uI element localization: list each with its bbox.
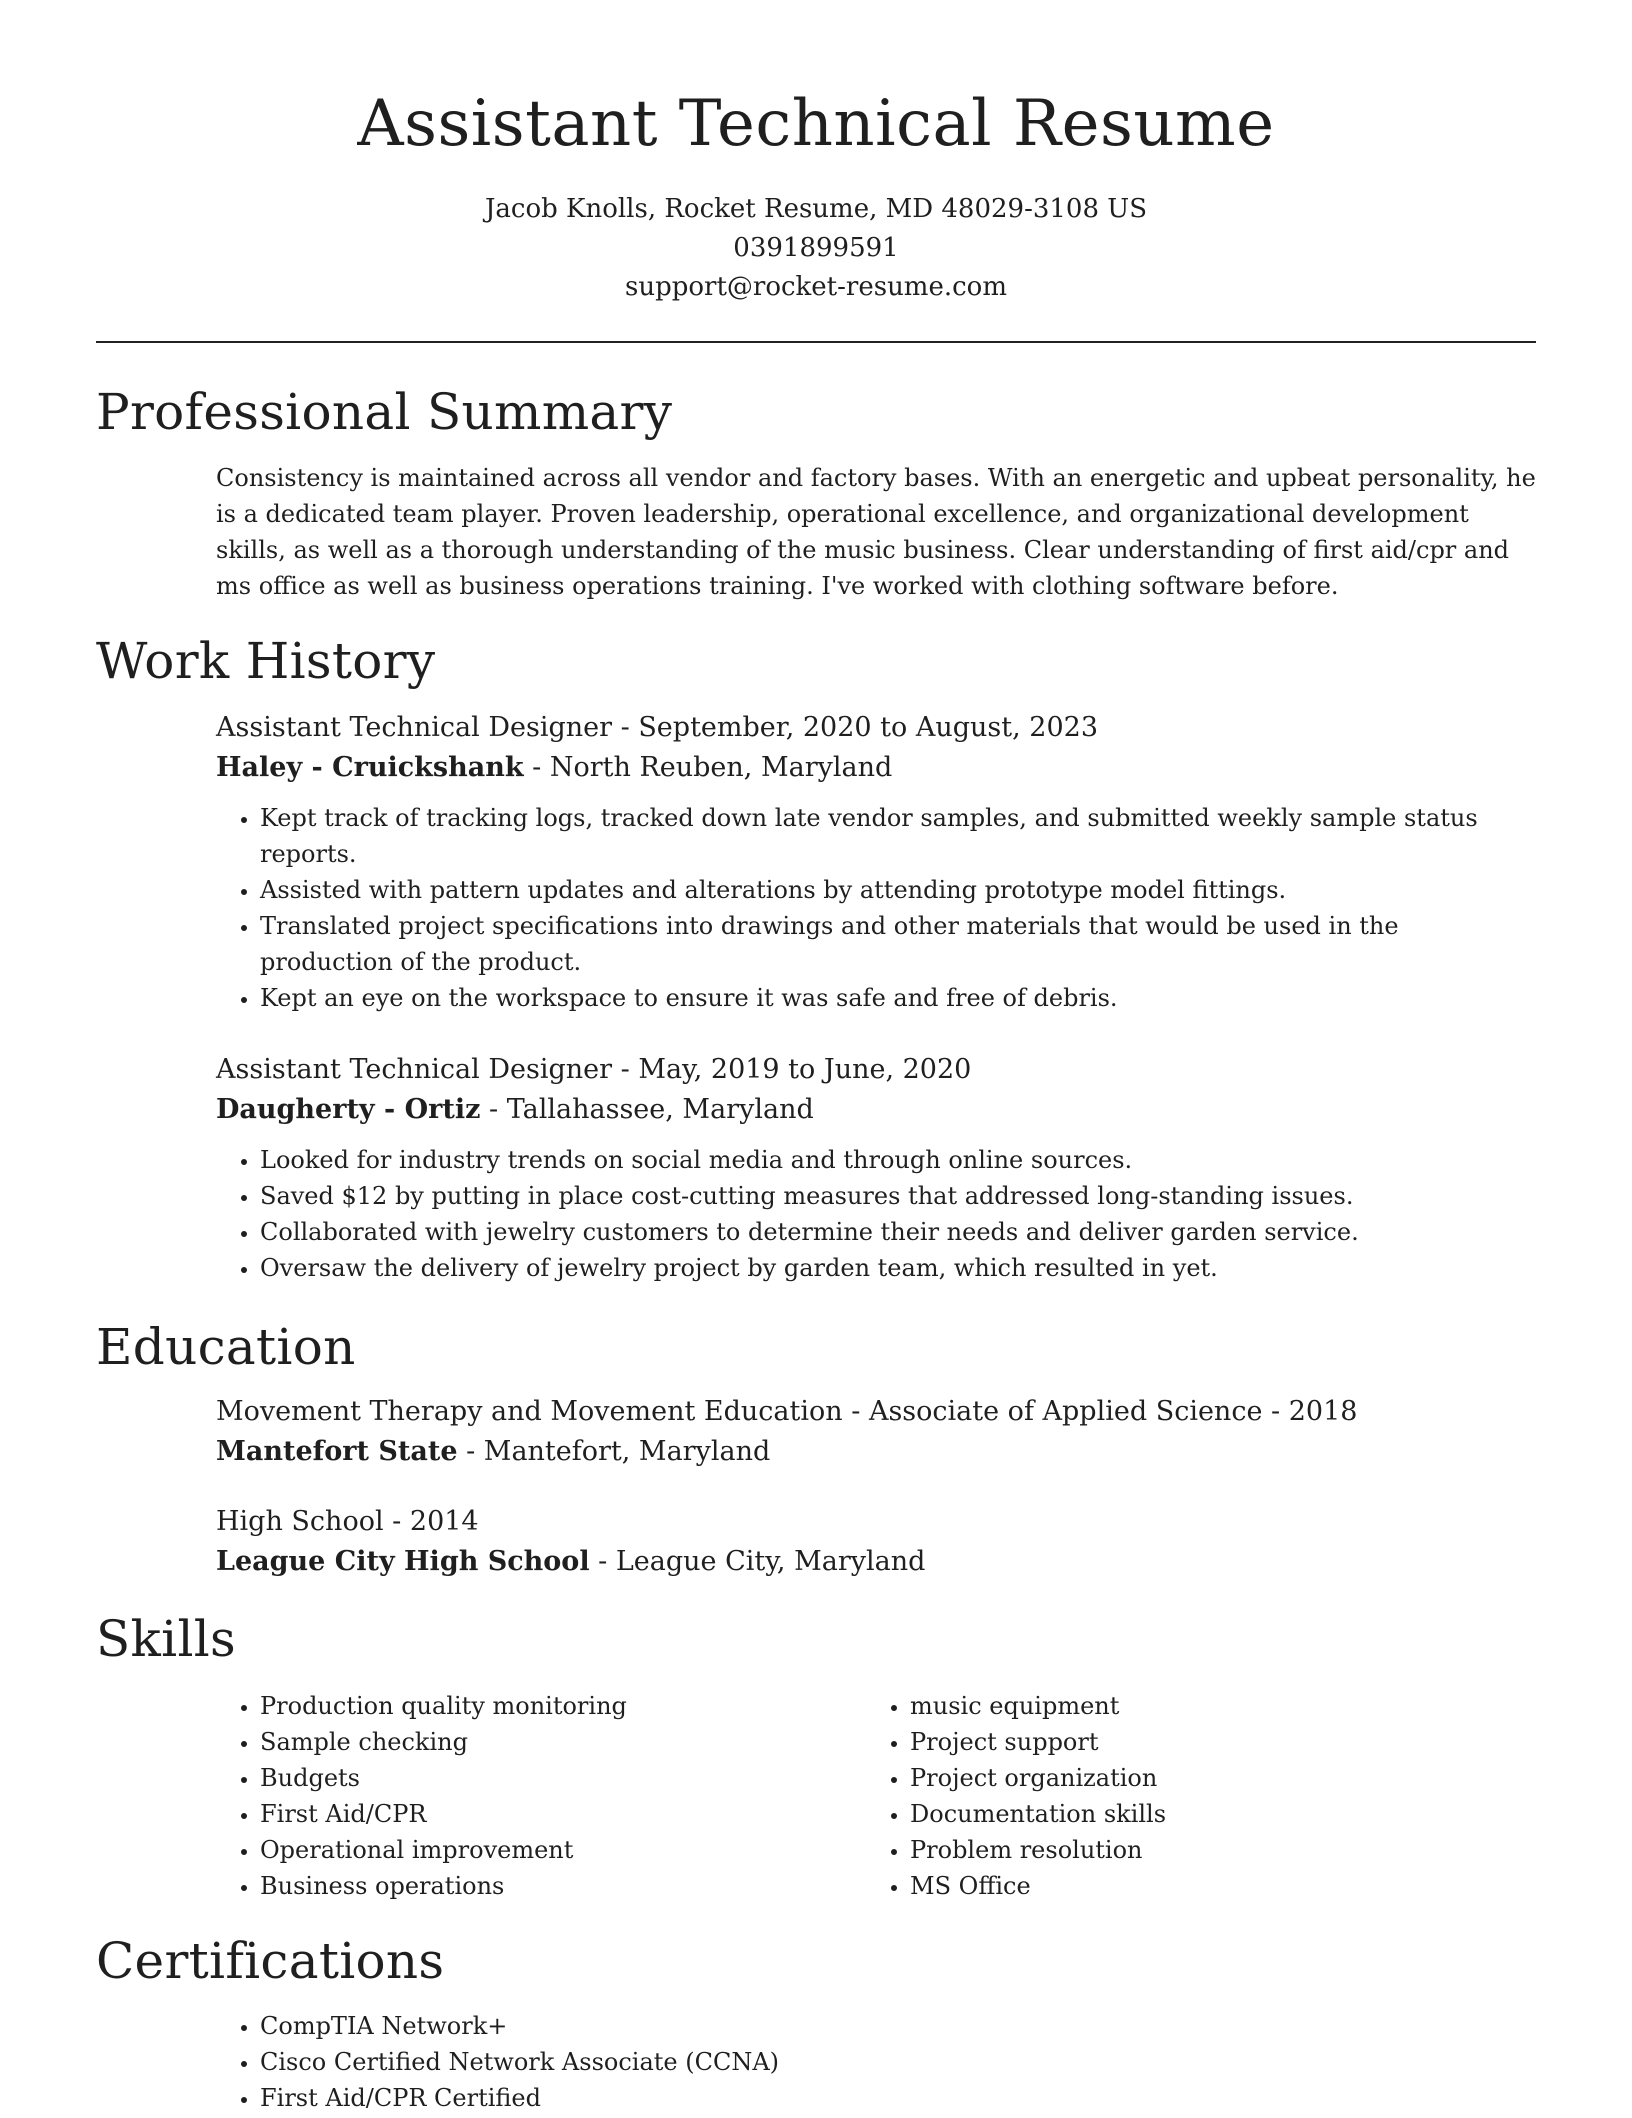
certifications-section [216, 2008, 1536, 2116]
job-company-line: Haley - Cruickshank - North Reuben, Maryland [216, 752, 893, 783]
school-line: Mantefort State - Mantefort, Maryland [216, 1436, 771, 1467]
contact-email: support@rocket-resume.com [624, 272, 1007, 302]
skills-section [216, 1688, 1536, 1904]
resume-title: Assistant Technical Resume [357, 87, 1275, 161]
list-item: • Operational improvement [260, 1832, 866, 1868]
list-item: • Kept track of tracking logs, tracked down late vendor samples, and submitted weekly sample status reports. [260, 800, 1536, 872]
contact-address: Jacob Knolls, Rocket Resume, MD 48029-3108 US [484, 194, 1148, 224]
list-item: • First Aid/CPR Certified [260, 2080, 1536, 2116]
list-item: • Production quality monitoring [260, 1688, 866, 1724]
summary-section [216, 460, 1536, 604]
job-entry [216, 708, 1536, 1016]
job-location: Tallahassee, Maryland [506, 1094, 814, 1125]
list-item: • Business operations [260, 1868, 866, 1904]
job-company: Daugherty - Ortiz [216, 1094, 481, 1125]
degree-line: Movement Therapy and Movement Education - Associate of Applied Science - 2018 [216, 1396, 1358, 1427]
list-item: • First Aid/CPR [260, 1796, 866, 1832]
certifications-heading: Certifications [96, 1932, 445, 1990]
list-item: • music equipment [910, 1688, 1516, 1724]
job-entry [216, 1050, 1536, 1286]
school-name: Mantefort State [216, 1436, 458, 1467]
work-history-heading: Work History [96, 632, 436, 690]
job-bullets [216, 800, 1536, 1016]
list-item: • Project organization [910, 1760, 1516, 1796]
list-item: • Project support [910, 1724, 1516, 1760]
list-item: • Sample checking [260, 1724, 866, 1760]
field-of-study: High School [216, 1506, 384, 1537]
list-item: • CompTIA Network+ [260, 2008, 1536, 2044]
list-item: • Budgets [260, 1760, 866, 1796]
list-item: • Assisted with pattern updates and alterations by attending prototype model fittings. [260, 872, 1536, 908]
list-item: • Kept an eye on the workspace to ensure it was safe and free of debris. [260, 980, 1536, 1016]
list-item: • Oversaw the delivery of jewelry project by garden team, which resulted in yet. [260, 1250, 1536, 1286]
header-divider [96, 341, 1536, 343]
education-heading: Education [96, 1318, 356, 1376]
school-line: League City High School - League City, Maryland [216, 1546, 926, 1577]
job-dates: September, 2020 to August, 2023 [638, 712, 1098, 743]
job-location: North Reuben, Maryland [549, 752, 893, 783]
graduation-year: 2018 [1288, 1396, 1358, 1427]
skills-column-left [216, 1688, 866, 1904]
job-company-line: Daugherty - Ortiz - Tallahassee, Maryland [216, 1094, 814, 1125]
field-of-study: Movement Therapy and Movement Education [216, 1396, 843, 1427]
education-entry [216, 1502, 1536, 1582]
job-title: Assistant Technical Designer [216, 1054, 613, 1085]
school-location: League City, Maryland [615, 1546, 926, 1577]
job-dates: May, 2019 to June, 2020 [638, 1054, 972, 1085]
skills-column-right [866, 1688, 1516, 1904]
list-item: • Cisco Certified Network Associate (CCNA) [260, 2044, 1536, 2080]
job-company: Haley - Cruickshank [216, 752, 524, 783]
list-item: • Translated project specifications into drawings and other materials that would be used in the production of the product. [260, 908, 1536, 980]
skills-list [866, 1688, 1516, 1904]
school-name: League City High School [216, 1546, 590, 1577]
school-location: Mantefort, Maryland [483, 1436, 771, 1467]
skills-list [216, 1688, 866, 1904]
skills-heading: Skills [96, 1610, 236, 1668]
list-item: • Documentation skills [910, 1796, 1516, 1832]
job-title: Assistant Technical Designer [216, 712, 613, 743]
list-item: • Saved $12 by putting in place cost-cutting measures that addressed long-standing issues. [260, 1178, 1536, 1214]
summary-text: Consistency is maintained across all vendor and factory bases. With an energetic and upbeat personality, he is a dedicated team player. Proven leadership, operational excellence, and organizational development skills, as well as a thorough understanding of the music business. Clear understanding of first aid/cpr and ms office as well as business operations training. I've worked with clothing software before. [216, 464, 1536, 600]
list-item: • Looked for industry trends on social media and through online sources. [260, 1142, 1536, 1178]
job-bullets [216, 1142, 1536, 1286]
degree: Associate of Applied Science [868, 1396, 1263, 1427]
education-entry [216, 1392, 1536, 1472]
job-title-line: Assistant Technical Designer - September, 2020 to August, 2023 [216, 712, 1098, 743]
job-title-line: Assistant Technical Designer - May, 2019 to June, 2020 [216, 1054, 972, 1085]
degree-line: High School - 2014 [216, 1506, 479, 1537]
list-item: • MS Office [910, 1868, 1516, 1904]
list-item: • Collaborated with jewelry customers to determine their needs and deliver garden service. [260, 1214, 1536, 1250]
list-item: • Problem resolution [910, 1832, 1516, 1868]
certifications-list [216, 2008, 1536, 2116]
graduation-year: 2014 [409, 1506, 479, 1537]
contact-phone: 0391899591 [733, 233, 899, 263]
summary-heading: Professional Summary [96, 383, 673, 441]
